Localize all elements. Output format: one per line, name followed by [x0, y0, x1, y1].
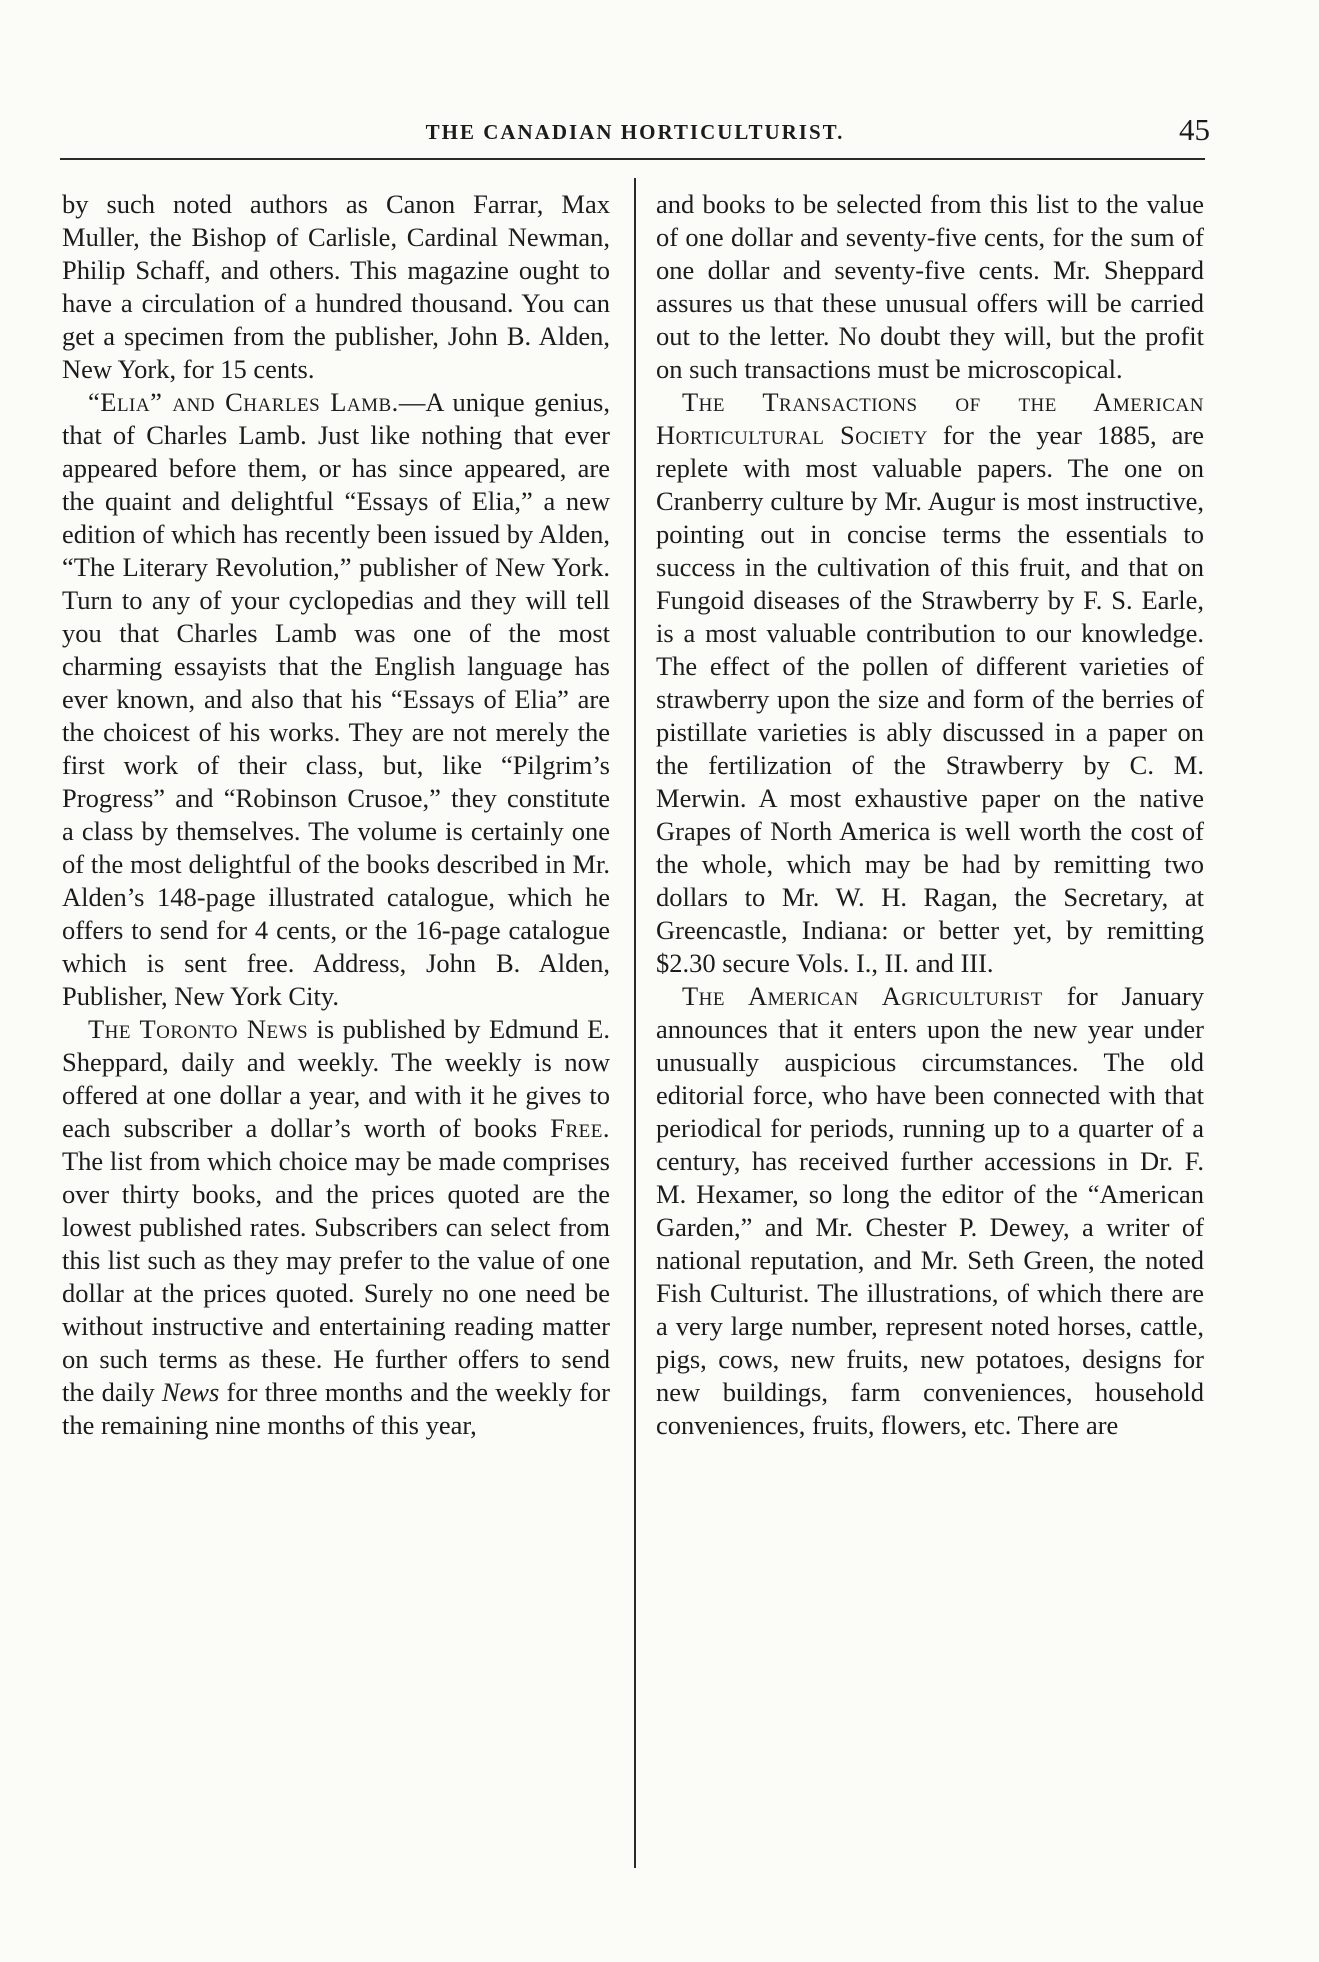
transactions-body: for the year 1885, are replete with most valuable papers. The one on Cranberry culture by Mr. Augur is most instructive, pointing out in concise terms the essentials to success in the cultivation of this fruit, and that on Fungoid diseases of the Strawberry by F. S. Earle, is a most valuable contribution to our knowledge. The effect of the pollen of different varieties of strawberry upon the size and form of the berries of pistillate varieties is ably discussed in a paper on the fertilization of the Strawberry by C. M. Merwin. A most exhaustive paper on the native Grapes of North America is well worth the cost of the whole, which may be had by remitting two dollars to Mr. W. H. Ragan, the Secretary, at Greencastle, Indiana: or better yet, by remitting $2.30 secure Vols. I., II. and III.: [656, 420, 1204, 978]
toronto-news-body-b: The list from which choice may be made comprises over thirty books, and the prices quoted are the lowest published rates. Subscribers can select from this list such as they may prefer to the value of one dollar at the prices quoted. Surely no one need be without instructive and entertaining reading matter on such terms as these. He further offers to send the daily: [62, 1146, 610, 1407]
paragraph-toronto-news: [62, 1013, 610, 1442]
paragraph-continuation: and books to be selected from this list to the value of one dollar and seventy-five cents, for the sum of one dollar and seventy-five cents. Mr. Sheppard assures us that these unusual offers will be carried out to the letter. No doubt they will, but the profit on such transactions must be microscopical.: [656, 189, 1204, 384]
agriculturist-heading: The American Agriculturist: [682, 981, 1043, 1011]
header-rule: [60, 158, 1205, 160]
toronto-news-body-a: is published by Edmund E. Sheppard, daily and weekly. The weekly is now offered at one dollar a year, and with it he gives to each subscriber a dollar’s worth of books: [62, 1014, 610, 1143]
left-column: [62, 188, 610, 1442]
free-word: Free.: [550, 1113, 610, 1143]
transactions-heading: The Transactions of the American Horticultural Society: [656, 387, 1204, 450]
news-italic: News: [161, 1377, 220, 1407]
paragraph-transactions: [656, 386, 1204, 980]
toronto-news-body-c: for three months and the weekly for the remaining nine months of this year,: [62, 1377, 610, 1440]
column-divider: [634, 178, 636, 1868]
paragraph-agriculturist: [656, 980, 1204, 1442]
elia-heading: “Elia” and Charles Lamb.: [88, 387, 399, 417]
page-header: [60, 112, 1210, 156]
paragraph-elia: [62, 386, 610, 1013]
toronto-news-heading: The Toronto News: [88, 1014, 309, 1044]
elia-body: —A unique genius, that of Charles Lamb. Just like nothing that ever appeared before them, or has since appeared, are the quaint and delightful “Essays of Elia,” a new edition of which has recently been issued by Alden, “The Literary Revolution,” publisher of New York. Turn to any of your cyclopedias and they will tell you that Charles Lamb was one of the most charming essayists that the English language has ever known, and also that his “Essays of Elia” are the choicest of his works. They are not merely the first work of their class, but, like “Pilgrim’s Progress” and “Robinson Crusoe,” they constitute a class by themselves. The volume is certainly one of the most delightful of the books described in Mr. Alden’s 148-page illustrated catalogue, which he offers to send for 4 cents, or the 16-page catalogue which is sent free. Address, John B. Alden, Publisher, New York City.: [62, 387, 610, 1011]
agriculturist-body: for January announces that it enters upon the new year under unusually auspicious circumstances. The old editorial force, who have been connected with that periodical for periods, running up to a quarter of a century, has received further accessions in Dr. F. M. Hexamer, so long the editor of the “American Garden,” and Mr. Chester P. Dewey, a writer of national reputation, and Mr. Seth Green, the noted Fish Culturist. The illustrations, of which there are a very large number, represent noted horses, cattle, pigs, cows, new fruits, new potatoes, designs for new buildings, farm conveniences, household conveniences, fruits, flowers, etc. There are: [656, 981, 1204, 1440]
running-title: THE CANADIAN HORTICULTURIST.: [425, 120, 845, 144]
paragraph-publisher-note: by such noted authors as Canon Farrar, Max Muller, the Bishop of Carlisle, Cardinal Newman, Philip Schaff, and others. This magazine ought to have a circulation of a hundred thousand. You can get a specimen from the publisher, John B. Alden, New York, for 15 cents.: [62, 189, 610, 384]
page-number: 45: [1179, 112, 1210, 147]
right-column: [656, 188, 1204, 1442]
